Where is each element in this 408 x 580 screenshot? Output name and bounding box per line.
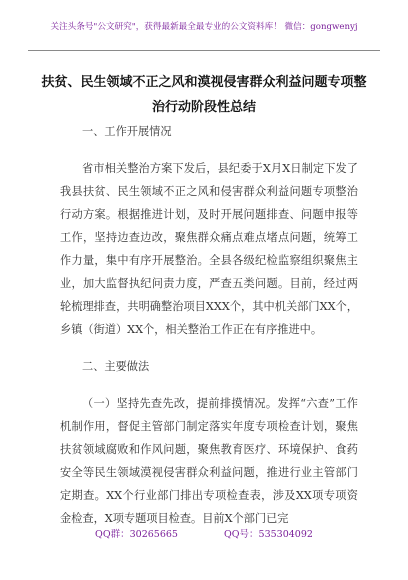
footer-qq-group: QQ群：30265665 xyxy=(95,529,178,540)
document-body xyxy=(60,120,358,530)
document-title xyxy=(40,70,368,120)
section-paragraph-1: 省市相关整治方案下发后，县纪委于X月X日制定下发了我县扶贫、民生领域不正之风和侵害群众利益问题专项整治行动方案。根据推进计划，及时开展问题排查、问题申报等工作，坚持边查边改，聚焦群众痛点难点堵点问题，统筹工作力量，集中有序开展整治。全县各级纪检监察组织聚焦主业，加大监督执纪问责力度，严查五类问题。目前，经过两轮梳理排查，共明确整治项目XXX个，其中机关部门XX个，乡镇（街道）XX个，相关整治工作正在有序推进中。 xyxy=(60,162,358,336)
title-line-2: 治行动阶段性总结 xyxy=(151,100,256,115)
footer-contacts xyxy=(0,526,408,546)
header-divider xyxy=(28,50,380,51)
section-paragraph-2: （一）坚持先查先改，提前排摸情况。发挥“六查”工作机制作用，督促主管部门制定落实年度专项检查计划，聚焦扶贫领域腐败和作风问题，聚焦教育医疗、环境保护、食药安全等民生领域漠视侵害群众利益问题，推进行业主管部门定期查。XX个行业部门排出专项检查表，涉及XX项专项资金检查，X项专题项目检查。目前X个部门已完 xyxy=(60,397,358,525)
header-notice-text: 关注头条号"公文研究"，获得最新最全最专业的公文资料库！ 微信：gongwenyj xyxy=(50,22,358,32)
footer-qq-number: QQ号：535304092 xyxy=(223,529,313,540)
header-notice xyxy=(28,0,380,52)
section-heading-1: 一、工作开展情况 xyxy=(82,125,172,138)
section-heading-2: 二、主要做法 xyxy=(82,360,150,373)
title-line-1: 扶贫、民生领域不正之风和漠视侵害群众利益问题专项整 xyxy=(41,75,367,90)
